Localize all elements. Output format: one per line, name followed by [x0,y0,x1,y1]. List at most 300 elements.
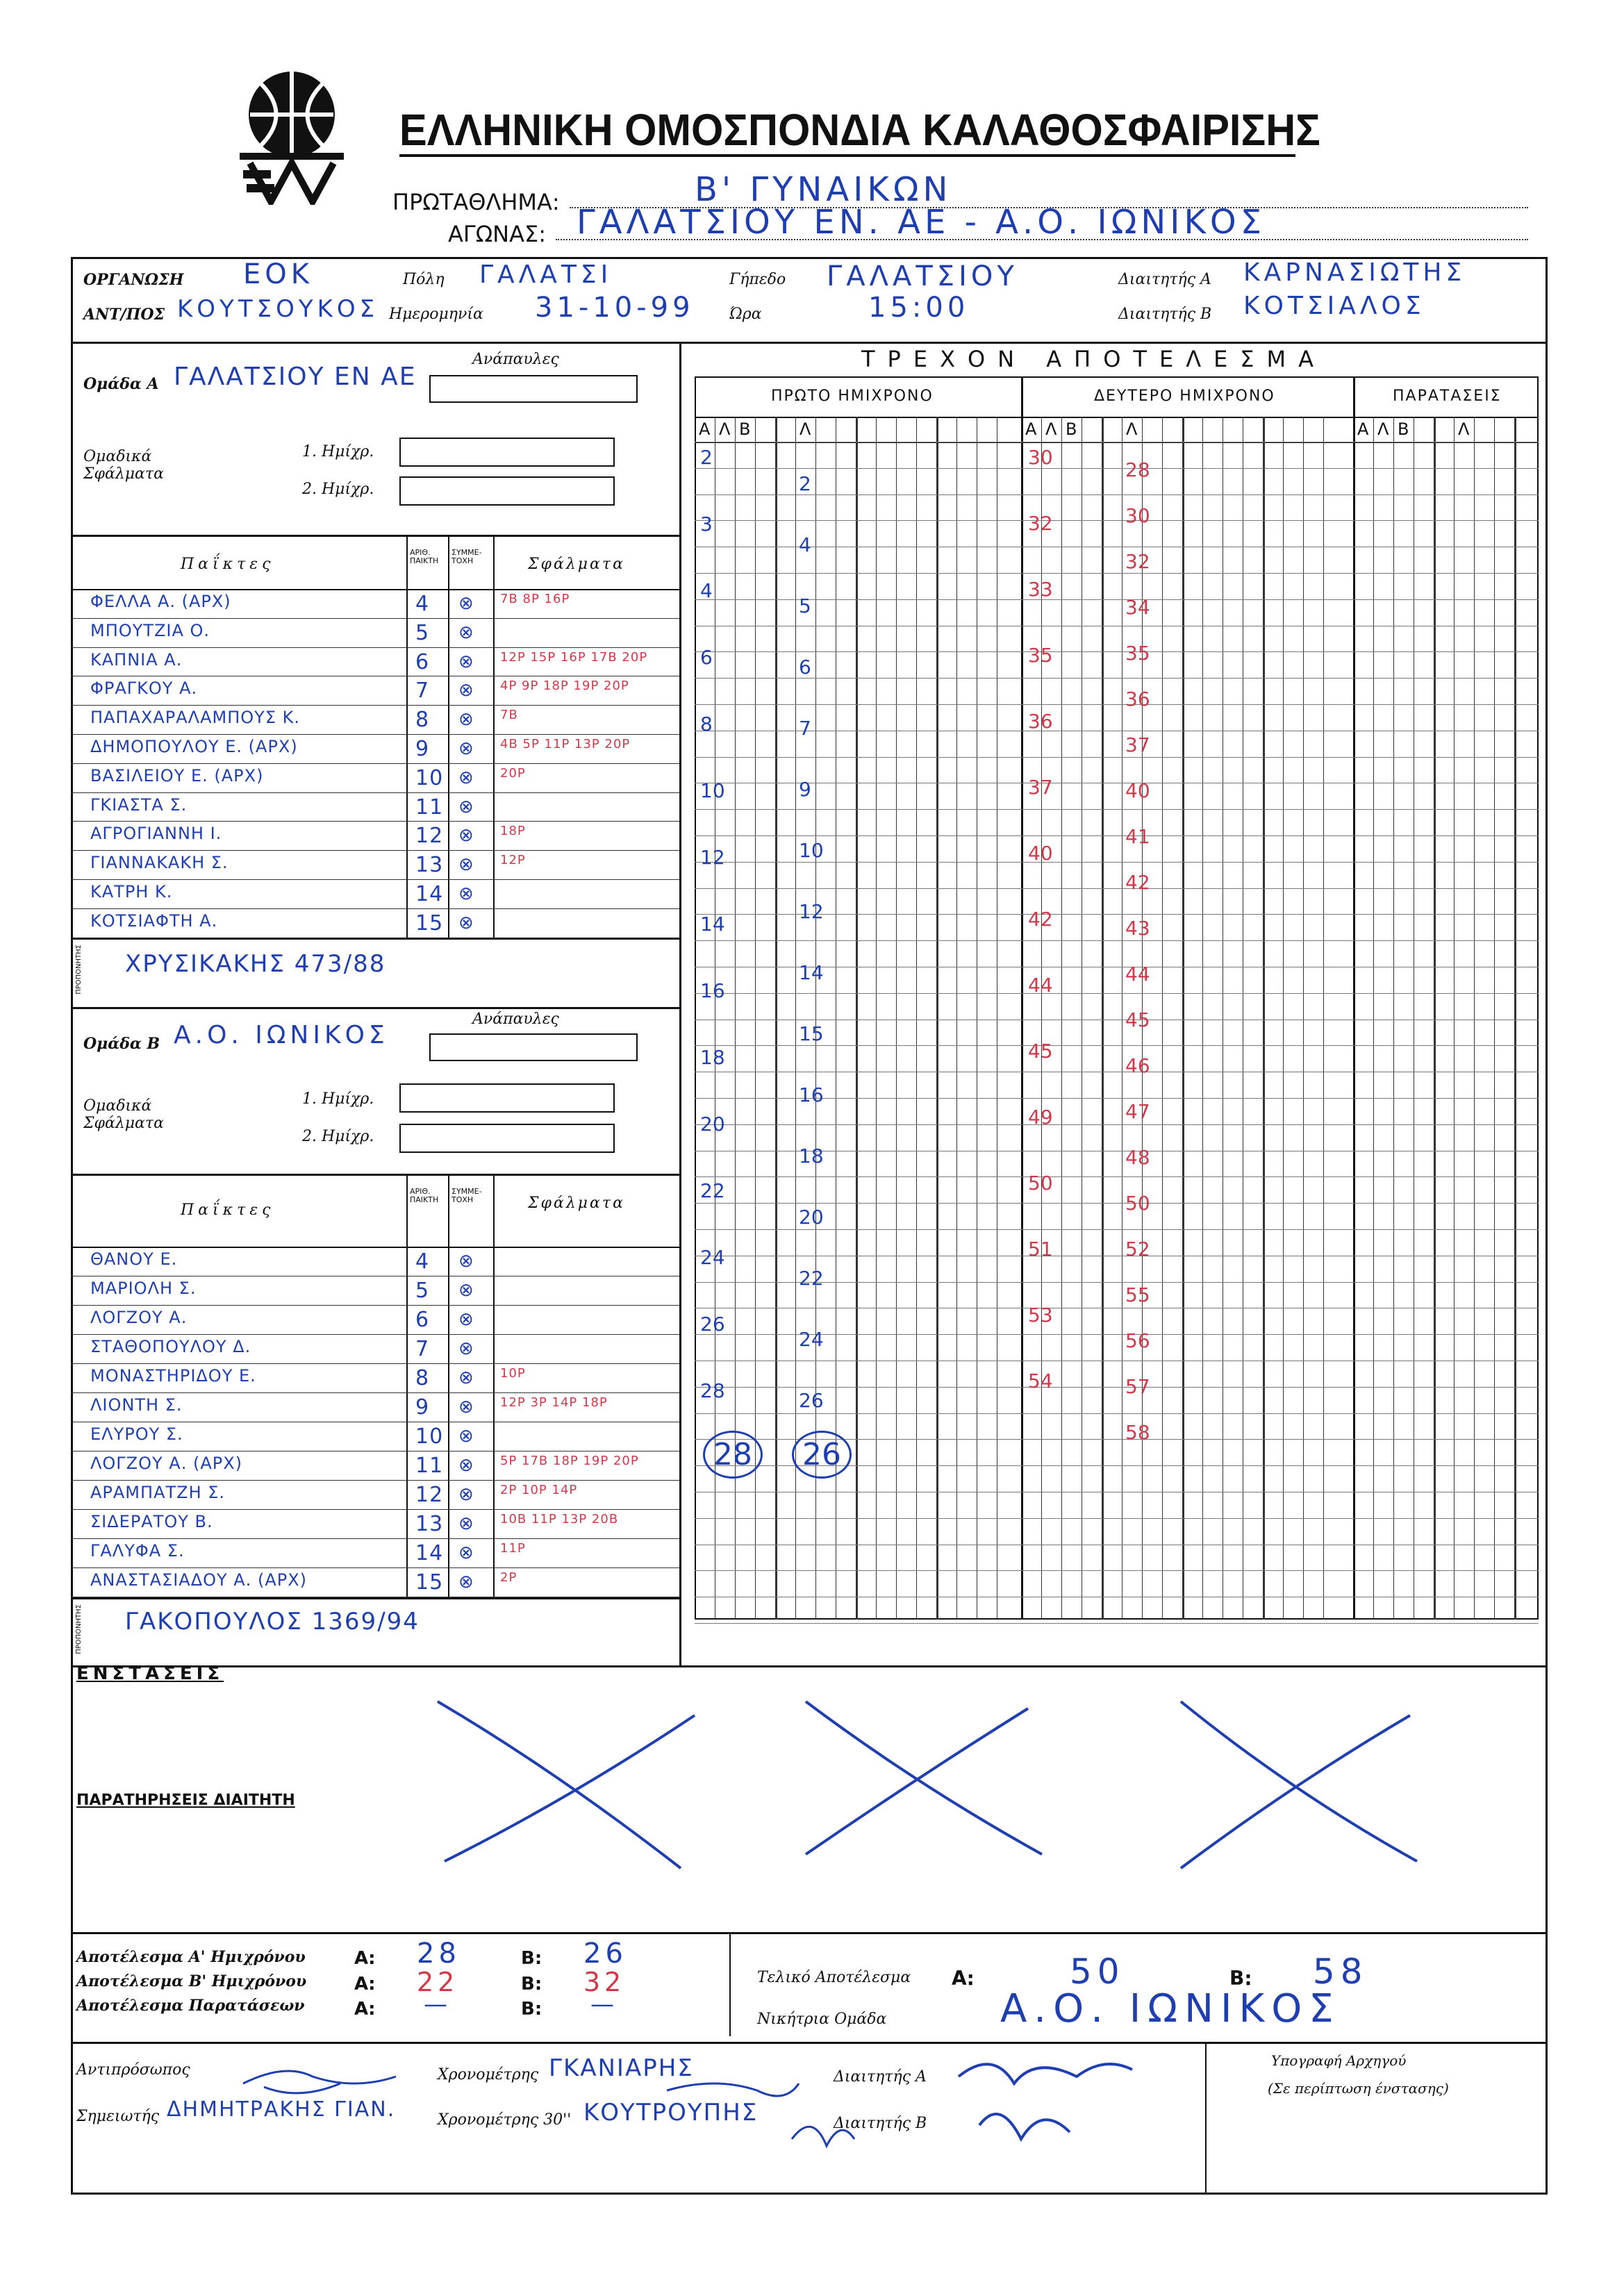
player-row-rule [71,1305,679,1306]
result-half1-label: Αποτέλεσμα Α' Ημιχρόνου [76,1948,306,1966]
player-number: 8 [415,708,430,733]
running-score-entry: 16 [700,979,725,1002]
participation-mark: ⊗ [458,651,474,672]
first-half-header: ΠΡΩΤΟ ΗΜΙΧΡΟΝΟ [771,388,934,405]
participation-mark: ⊗ [458,680,474,701]
refA-sign-label: Διαιτητής Α [834,2068,927,2086]
running-score-entry: 2 [700,446,713,469]
result-overtime-a-label: Α: [354,1999,376,2020]
player-name: ΚΟΤΣΙΑΦΤΗ Α. [90,910,218,931]
court-label: Γήπεδο [729,271,786,288]
teamA-part-header: ΣΥΜΜΕ-ΤΟΧΗ [451,548,482,565]
handwritten-signatures [229,2035,1236,2174]
player-number: 6 [415,1308,430,1332]
running-score-entry: 2 [799,472,811,495]
teamA-fouls-rule [71,535,679,537]
date-value: 31-10-99 [535,292,695,324]
player-name: ΛΟΓΖΟΥ Α. (ΑΡΧ) [90,1454,243,1473]
player-name: ΣΙΔΕΡΑΤΟΥ Β. [90,1512,213,1531]
teamA-coach-rule [71,938,679,940]
teamB-half1-boxes [399,1083,615,1113]
result-half1-a: 28 [417,1938,461,1970]
score-row-rule [695,888,1539,889]
teamB-name: Α.Ο. ΙΩΝΙΚΟΣ [174,1021,389,1049]
running-score-entry: 18 [799,1145,824,1167]
teamB-num-col [406,1174,408,1597]
results-top-rule [71,1932,1548,1934]
game-value: ΓΑΛΑΤΣΙΟΥ ΕΝ. ΑΕ - Α.Ο. ΙΩΝΙΚΟΣ [577,203,1266,242]
score-row-rule [695,1045,1539,1046]
overtime-header: ΠΑΡΑΤΑΣΕΙΣ [1393,388,1502,405]
refereeB-label: Διαιτητής Β [1118,306,1212,323]
teamA-coach: ΧΡΥΣΙΚΑΚΗΣ 473/88 [125,950,386,978]
running-score-entry: 15 [799,1022,824,1045]
score-row-rule [695,651,1539,652]
player-row-rule [71,1480,679,1481]
player-number: 8 [415,1366,430,1390]
player-name: ΓΙΑΝΝΑΚΑΚΗ Σ. [90,853,229,873]
score-column-header: Λ [1126,419,1138,439]
running-score-entry: 40 [1125,779,1150,802]
first-half-total-A: 28 [703,1431,763,1479]
running-score-entry: 24 [700,1246,725,1269]
running-score-entry: 8 [700,713,713,735]
participation-mark: ⊗ [458,622,474,643]
score-row-rule [695,468,1539,469]
running-score-entry: 46 [1125,1054,1150,1077]
overtime-divider [1353,376,1355,1620]
score-row-rule [695,1124,1539,1125]
teamA-bottom-rule [71,1007,679,1009]
score-row-rule [695,835,1539,836]
teamA-players-header: Παΐκτες [181,556,275,573]
score-row-rule [695,1518,1539,1519]
player-row-rule [71,647,679,648]
player-row-rule [71,879,679,880]
participation-mark: ⊗ [458,1513,474,1534]
running-score-entry: 3 [700,513,713,535]
participation-mark: ⊗ [458,1542,474,1563]
running-score-entry: 26 [799,1389,824,1412]
player-name: ΦΡΑΓΚΟΥ Α. [90,679,198,699]
city-label: Πόλη [403,271,445,288]
player-number: 5 [415,1279,430,1303]
running-score-entry: 5 [799,594,811,617]
running-subheader-rule [695,417,1539,418]
participation-mark: ⊗ [458,825,474,847]
player-number: 10 [415,765,444,790]
result-half1-b: 26 [583,1938,627,1970]
teamB-num-header: ΑΡΙΘ. ΠΑΙΚΤΗ [410,1187,439,1204]
running-score-entry: 40 [1028,842,1053,865]
running-score-entry: 10 [700,779,725,802]
running-score-entry: 14 [799,961,824,984]
player-row-rule [71,734,679,735]
player-row-rule [71,908,679,909]
score-column-header: Α [1357,419,1369,439]
participation-mark: ⊗ [458,1484,474,1505]
teamA-label: Ομάδα Α [83,375,159,393]
score-row-rule [695,1570,1539,1571]
remarks-crossed-out [417,1688,1459,1875]
score-row-rule [695,704,1539,705]
player-name: ΑΓΡΟΓΙΑΝΝΗ Ι. [90,824,222,844]
teamB-fouls-header: Σφάλματα [528,1195,625,1212]
final-a-label: Α: [952,1967,975,1990]
teamA-fouls-header: Σφάλματα [528,556,625,573]
running-score-entry: 47 [1125,1100,1150,1123]
player-number: 6 [415,649,430,674]
player-row-rule [71,1392,679,1393]
running-score-entry: 4 [700,579,713,602]
second-half-header: ΔΕΥΤΕΡΟ ΗΜΙΧΡΟΝΟ [1094,388,1275,405]
player-fouls: 20Ρ [500,765,526,781]
result-half2-b: 32 [583,1967,626,1997]
teamA-timeouts-label: Ανάπαυλες [472,351,559,368]
running-score-entry: 35 [1028,644,1053,667]
participation-mark: ⊗ [458,709,474,731]
score-column-header: Λ [719,419,731,439]
running-score-entry: 22 [799,1267,824,1290]
teamB-timeouts-boxes [429,1033,638,1061]
score-column-header: Β [739,419,751,439]
player-row-rule [71,1334,679,1335]
running-score-entry: 37 [1125,733,1150,756]
time-value: 15:00 [868,292,970,324]
running-score-entry: 53 [1028,1304,1053,1326]
player-number: 9 [415,1395,430,1420]
winner-team: Α.Ο. ΙΩΝΙΚΟΣ [1000,1986,1341,2031]
teamB-coach-label: ΠΡΟΠΟΝΗΤΗΣ [75,1604,83,1654]
running-score-entry: 32 [1125,550,1150,573]
score-row-rule [695,993,1539,994]
refB-sign-label: Διαιτητής Β [834,2115,927,2132]
running-score-entry: 43 [1125,917,1150,940]
commissioner-sign-label: Αντιπρόσωπος [76,2061,190,2079]
player-row-rule [71,1538,679,1539]
organization-value: ΕΟΚ [243,258,313,290]
player-row-rule [71,850,679,851]
player-number: 5 [415,620,430,645]
score-row-rule [695,573,1539,574]
player-number: 14 [415,1541,444,1565]
player-number: 7 [415,1337,430,1361]
player-number: 14 [415,882,444,906]
score-column-header: Λ [1045,419,1057,439]
score-row-rule [695,599,1539,600]
player-name: ΑΝΑΣΤΑΣΙΑΔΟΥ Α. (ΑΡΧ) [90,1570,308,1590]
player-row-rule [71,618,679,619]
player-name: ΕΛΥΡΟΥ Σ. [90,1424,183,1444]
running-score-entry: 18 [700,1046,725,1069]
score-column-header: Λ [1458,419,1470,439]
teamB-header-rule [71,1247,679,1248]
teamB-coach-rule [71,1597,679,1599]
participation-mark: ⊗ [458,1251,474,1272]
running-score-entry: 10 [799,839,824,862]
teamB-coach: ΓΑΚΟΠΟΥΛΟΣ 1369/94 [125,1608,420,1636]
score-column-header: Λ [799,419,811,439]
player-fouls: 4Β 5Ρ 11Ρ 13Ρ 20Ρ [500,737,631,751]
teamA-coach-label: ΠΡΟΠΟΝΗΤΗΣ [75,945,83,995]
player-number: 15 [415,910,444,935]
running-score-entry: 54 [1028,1370,1053,1392]
running-score-entry: 12 [799,900,824,923]
teamA-half2-boxes [399,476,615,506]
player-row-rule [71,1509,679,1510]
running-score-entry: 28 [1125,458,1150,481]
participation-mark: ⊗ [458,1397,474,1417]
teamA-num-col [406,535,408,938]
teamA-half1-boxes [399,438,615,467]
teamA-num-header: ΑΡΙΘ. ΠΑΙΚΤΗ [410,548,439,565]
result-half2-b-label: Β: [521,1974,542,1995]
player-row-rule [71,705,679,706]
refereeA-label: Διαιτητής Α [1118,271,1211,288]
running-score-entry: 12 [700,846,725,869]
court-value: ΓΑΛΑΤΣΙΟΥ [827,260,1018,292]
player-fouls: 7Β [500,708,518,723]
teamB-half1-label: 1. Ημίχρ. [302,1090,374,1108]
timer30-sign-label: Χρονομέτρης 30'' [438,2111,572,2129]
federation-logo [229,66,354,205]
running-score-entry: 9 [799,778,811,801]
player-name: ΚΑΤΡΗ Κ. [90,882,173,901]
running-score-entry: 22 [700,1179,725,1202]
final-result-label: Τελικό Αποτέλεσμα [757,1969,911,1986]
player-fouls: 12Ρ 3Ρ 14Ρ 18Ρ [500,1395,608,1410]
teamA-timeouts-boxes [429,375,638,403]
running-score-entry: 42 [1125,871,1150,894]
running-score-entry: 58 [1125,1421,1150,1444]
score-row-rule [695,1623,1539,1624]
teamA-half2-label: 2. Ημίχρ. [302,481,374,498]
player-number: 13 [415,1512,444,1536]
teamB-team-fouls-label: Ομαδικά Σφάλματα [83,1097,164,1132]
teamA-team-fouls-label: Ομαδικά Σφάλματα [83,448,164,483]
player-number: 11 [415,1454,444,1478]
commissioner-label: ΑΝΤ/ΠΟΣ [83,306,165,324]
running-score-entry: 28 [700,1379,725,1402]
teamA-fouls-col [493,535,495,938]
player-number: 10 [415,1424,444,1449]
running-score-entry: 26 [700,1313,725,1336]
player-fouls: 7Β 8Ρ 16Ρ [500,592,570,606]
result-half1-a-label: Α: [354,1948,376,1969]
running-score-entry: 36 [1125,688,1150,710]
score-column-header: Β [1066,419,1077,439]
player-fouls: 4Ρ 9Ρ 18Ρ 19Ρ 20Ρ [500,679,629,694]
running-score-title: ΤΡΕΧΟΝ ΑΠΟΤΕΛΕΣΜΑ [861,346,1327,372]
captain-sign-label: Υπογραφή Αρχηγού [1271,2052,1407,2069]
player-name: ΠΑΠΑΧΑΡΑΛΑΜΠΟΥΣ Κ. [90,708,300,728]
result-overtime-b: — [590,1990,618,2018]
player-row-rule [71,763,679,764]
score-row-rule [695,494,1539,495]
running-score-entry: 32 [1028,512,1053,535]
running-score-entry: 34 [1125,596,1150,619]
player-name: ΔΗΜΟΠΟΥΛΟΥ Ε. (ΑΡΧ) [90,737,298,756]
result-half2-label: Αποτέλεσμα Β' Ημιχρόνου [76,1972,307,1990]
protests-label: ΕΝΣΤΑΣΕΙΣ [76,1663,224,1684]
running-score-entry: 52 [1125,1238,1150,1261]
player-name: ΦΕΛΛΑ Α. (ΑΡΧ) [90,592,231,611]
player-name: ΒΑΣΙΛΕΙΟΥ Ε. (ΑΡΧ) [90,765,264,785]
player-fouls: 12Ρ 15Ρ 16Ρ 17Β 20Ρ [500,649,648,665]
player-fouls: 5Ρ 17Β 18Ρ 19Ρ 20Ρ [500,1454,639,1468]
player-number: 9 [415,737,430,761]
participation-mark: ⊗ [458,854,474,876]
running-score-entry: 37 [1028,776,1053,799]
player-row-rule [71,821,679,822]
running-score-entry: 6 [799,656,811,679]
teamB-label: Ομάδα Β [83,1035,160,1053]
running-score-entry: 24 [799,1328,824,1351]
player-name: ΜΟΝΑΣΤΗΡΙΔΟΥ Ε. [90,1366,256,1386]
date-label: Ημερομηνία [389,306,483,323]
participation-mark: ⊗ [458,767,474,788]
results-divider [729,1932,731,2036]
running-score-entry: 41 [1125,825,1150,848]
running-score-entry: 16 [799,1083,824,1106]
player-number: 12 [415,824,444,849]
result-overtime-b-label: Β: [521,1999,542,2020]
timer-sign-label: Χρονομέτρης [438,2066,539,2083]
final-score-a: 50 [1070,1952,1125,1992]
running-score-entry: 45 [1125,1008,1150,1031]
result-overtime-a: — [424,1990,451,2018]
running-score-entry: 4 [799,533,811,556]
game-label: ΑΓΩΝΑΣ: [448,221,546,247]
player-fouls: 2Ρ 10Ρ 14Ρ [500,1483,578,1497]
score-column-header: Β [1398,419,1409,439]
running-score-entry: 20 [799,1206,824,1229]
running-score-entry: 35 [1125,642,1150,665]
running-score-entry: 56 [1125,1329,1150,1352]
score-column-header: Λ [1377,419,1389,439]
player-number: 15 [415,1570,444,1595]
referee-notes-label: ΠΑΡΑΤΗΡΗΣΕΙΣ ΔΙΑΙΤΗΤΗ [76,1792,295,1809]
teamB-part-header: ΣΥΜΜΕ-ΤΟΧΗ [451,1187,482,1204]
player-number: 12 [415,1483,444,1507]
player-name: ΛΟΓΖΟΥ Α. [90,1308,188,1327]
result-half1-b-label: Β: [521,1948,542,1969]
running-score-entry: 30 [1125,504,1150,527]
player-number: 13 [415,853,444,878]
player-name: ΓΚΙΑΣΤΑ Σ. [90,795,188,815]
info-bottom-rule [71,342,1548,344]
remarks-top-rule [71,1665,1548,1667]
left-panel-divider [679,342,681,1665]
city-value: ΓΑΛΑΤΣΙ [479,260,613,289]
score-row-rule [695,1176,1539,1177]
player-number: 4 [415,1249,430,1274]
participation-mark: ⊗ [458,912,474,933]
score-column-header: Α [1025,419,1037,439]
teamA-half1-label: 1. Ημίχρ. [302,443,374,460]
teamA-header-rule [71,589,679,590]
participation-mark: ⊗ [458,1309,474,1330]
running-score-entry: 20 [700,1113,725,1135]
scorer-name: ΔΗΜΗΤΡΑΚΗΣ ΓΙΑΝ. [167,2097,396,2122]
commissioner-value: ΚΟΥΤΣΟΥΚΟΣ [177,295,379,323]
score-row-rule [695,757,1539,758]
winner-label: Νικήτρια Ομάδα [757,2011,887,2028]
result-half2-a-label: Α: [354,1974,376,1995]
captain-note: (Σε περίπτωση ένστασης) [1268,2080,1449,2097]
running-score-entry: 7 [799,717,811,740]
participation-mark: ⊗ [458,796,474,817]
running-score-entry: 50 [1028,1172,1053,1195]
running-score-entry: 48 [1125,1146,1150,1169]
running-score-entry: 30 [1028,446,1053,469]
participation-mark: ⊗ [458,883,474,904]
player-number: 4 [415,592,430,616]
participation-mark: ⊗ [458,1367,474,1388]
participation-mark: ⊗ [458,738,474,759]
result-half2-a: 22 [417,1967,459,1997]
player-name: ΚΑΠΝΙΑ Α. [90,649,183,669]
player-fouls: 12Ρ [500,853,526,868]
participation-mark: ⊗ [458,1426,474,1447]
player-name: ΘΑΝΟΥ Ε. [90,1249,178,1269]
score-row-rule [695,678,1539,679]
participation-mark: ⊗ [458,1280,474,1301]
running-score-entry: 36 [1028,710,1053,733]
running-score-entry: 42 [1028,908,1053,931]
participation-mark: ⊗ [458,1455,474,1476]
player-name: ΓΑΛΥΦΑ Σ. [90,1541,185,1561]
federation-title: ΕΛΛΗΝΙΚΗ ΟΜΟΣΠΟΝΔΙΑ ΚΑΛΑΘΟΣΦΑΙΡΙΣΗΣ [399,105,1320,155]
first-half-total-B: 26 [792,1431,852,1479]
player-number: 7 [415,679,430,704]
running-score-entry: 6 [700,646,713,669]
score-row-rule [695,809,1539,810]
running-score-entry: 55 [1125,1283,1150,1306]
score-column-header: Α [699,419,711,439]
player-name: ΣΤΑΘΟΠΟΥΛΟΥ Δ. [90,1337,251,1356]
teamB-players-header: Παΐκτες [181,1201,275,1219]
participation-mark: ⊗ [458,593,474,614]
timer30-name: ΚΟΥΤΡΟΥΠΗΣ [583,2099,759,2127]
teamB-half2-label: 2. Ημίχρ. [302,1128,374,1145]
player-fouls: 10Ρ [500,1366,526,1381]
player-row-rule [71,1567,679,1568]
player-fouls: 2Ρ [500,1570,517,1585]
player-fouls: 18Ρ [500,824,526,839]
refereeB-value: ΚΟΤΣΙΑΛΟΣ [1243,292,1425,320]
participation-mark: ⊗ [458,1338,474,1359]
final-b-label: Β: [1229,1967,1252,1990]
time-label: Ώρα [729,306,762,323]
running-score-entry: 44 [1125,963,1150,985]
running-score-entry: 51 [1028,1238,1053,1261]
running-score-entry: 33 [1028,578,1053,601]
teamB-fouls-col [493,1174,495,1597]
organization-label: ΟΡΓΑΝΩΣΗ [83,271,184,289]
player-fouls: 11Ρ [500,1541,526,1556]
half-divider [1021,376,1023,1620]
score-row-rule [695,940,1539,941]
refereeA-value: ΚΑΡΝΑΣΙΩΤΗΣ [1243,258,1466,287]
player-name: ΛΙΟΝΤΗ Σ. [90,1395,183,1415]
championship-value: Β' ΓΥΝΑΙΚΩΝ [695,170,952,209]
score-row-rule [695,1413,1539,1414]
running-score-entry: 57 [1125,1375,1150,1398]
player-row-rule [71,792,679,793]
teamB-fouls-rule [71,1174,679,1176]
scorer-sign-label: Σημειωτής [76,2108,160,2125]
